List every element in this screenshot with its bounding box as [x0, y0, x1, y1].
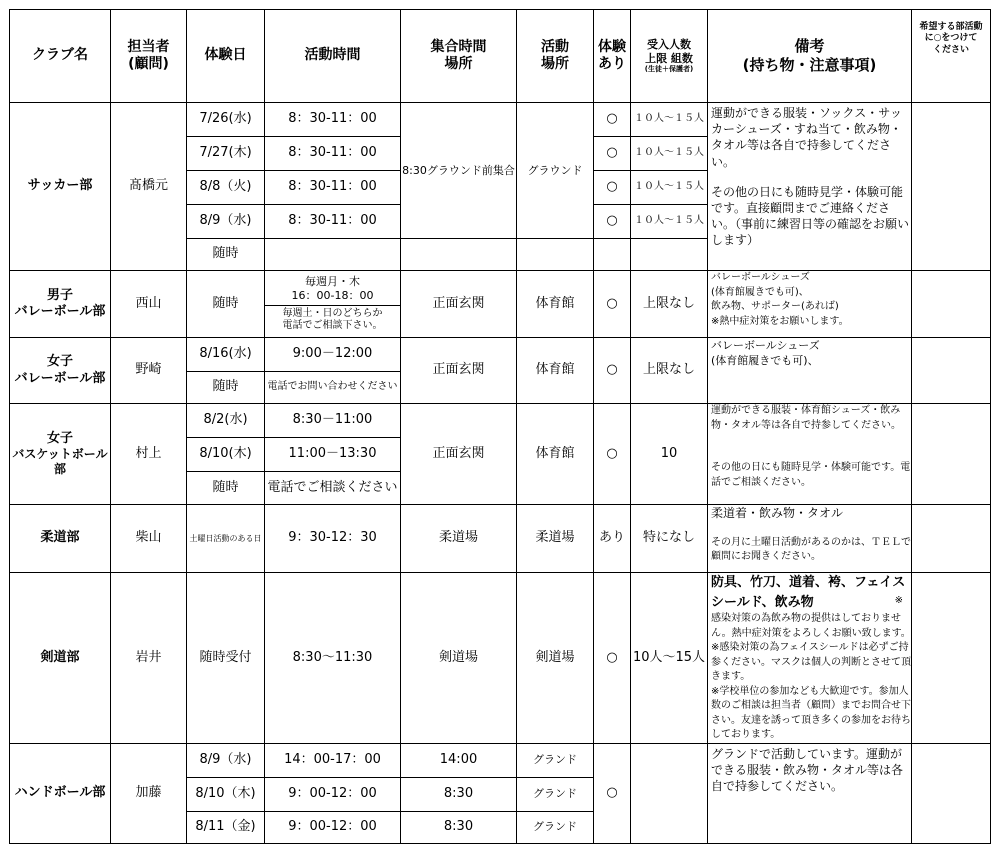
- trial-schedule-table: [9, 9, 991, 844]
- meeting-cell: 正面玄関: [401, 404, 517, 505]
- time-cell: 8:30～11:30: [265, 573, 401, 744]
- table-row: [10, 103, 991, 137]
- notes-girls-basketball: 運動ができる服装・体育館シューズ・飲み物・タオル等は各自で持参してください。 その他の日にも随時見学・体験可能です。電話でご相談ください。: [708, 404, 912, 505]
- date-cell: 8/8（火): [187, 171, 265, 205]
- hope-checkbox-soccer[interactable]: [912, 103, 991, 271]
- time-cell: 8:30－11:00: [265, 404, 401, 438]
- date-cell: 随時受付: [187, 573, 265, 744]
- header-trial: 体験 あり: [594, 10, 631, 103]
- meeting-cell: [401, 239, 517, 271]
- hope-checkbox-girls-basketball[interactable]: [912, 404, 991, 505]
- hope-checkbox-handball[interactable]: [912, 743, 991, 843]
- table-row: [10, 505, 991, 573]
- advisor-kendo: 岩井: [111, 573, 187, 744]
- club-name-girls-basketball: 女子 バスケットボール部: [10, 404, 111, 505]
- place-soccer: グラウンド: [517, 103, 594, 239]
- time-cell: 9：30-12：30: [265, 505, 401, 573]
- date-cell: 8/16(水): [187, 338, 265, 372]
- hope-checkbox-judo[interactable]: [912, 505, 991, 573]
- trial-cell: ○: [594, 271, 631, 338]
- meeting-cell: 剣道場: [401, 573, 517, 744]
- table-row: [10, 338, 991, 372]
- meeting-cell: 正面玄関: [401, 338, 517, 404]
- notes-kendo: 防具、竹刀、道着、袴、フェイスシールド、飲み物 ※ 感染対策の為飲み物の提供はしておりません。熱中症対策をよろしくお願い致します。 ※感染対策の為フェイスシールドは必ずご持参ください。マスクは個人の判断とさせて頂きます。 ※学校単位の参加なども大歓迎です。参加人数のご相談は担当者（顧問）までお問合せ下さい。友達を誘って頂き多くの参加をお待ちしております。: [708, 573, 912, 744]
- capacity-cell: １０人～１５人: [631, 205, 708, 239]
- meeting-cell: 柔道場: [401, 505, 517, 573]
- advisor-girls-basketball: 村上: [111, 404, 187, 505]
- trial-cell: ○: [594, 404, 631, 505]
- time-cell: 8：30-11：00: [265, 171, 401, 205]
- time-cell: 電話でご相談ください: [265, 472, 401, 505]
- hope-checkbox-girls-volleyball[interactable]: [912, 338, 991, 404]
- capacity-cell: 上限なし: [631, 338, 708, 404]
- advisor-judo: 柴山: [111, 505, 187, 573]
- date-cell: 8/10（木): [187, 777, 265, 811]
- trial-cell: ○: [594, 137, 631, 171]
- place-cell: 体育館: [517, 338, 594, 404]
- notes-soccer: 運動ができる服装・ソックス・サッカーシューズ・すね当て・飲み物・タオル等は各自で持参してください。 その他の日にも随時見学・体験可能です。直接顧問までご連絡ください。（事前に練習日等の確認をお願いします）: [708, 103, 912, 271]
- meeting-cell: 8:30: [401, 777, 517, 811]
- date-cell: 8/11（金): [187, 811, 265, 843]
- capacity-cell: 10人～15人: [631, 573, 708, 744]
- time-cell: 14：00-17：00: [265, 743, 401, 777]
- time-cell: 8：30-11：00: [265, 137, 401, 171]
- trial-cell: ○: [594, 573, 631, 744]
- place-cell: グランド: [517, 743, 594, 777]
- trial-cell: ○: [594, 338, 631, 404]
- advisor-boys-volleyball: 西山: [111, 271, 187, 338]
- header-capacity: 受入人数 上限 組数 (生徒＋保護者): [631, 10, 708, 103]
- advisor-soccer: 髙橋元: [111, 103, 187, 271]
- place-cell: グランド: [517, 777, 594, 811]
- table-row: [10, 271, 991, 338]
- time-cell: [265, 239, 401, 271]
- trial-cell: [594, 239, 631, 271]
- trial-cell: ○: [594, 743, 631, 843]
- notes-judo: 柔道着・飲み物・タオル その月に土曜日活動があるのかは、ＴＥＬで顧問にお聞きください。: [708, 505, 912, 573]
- club-name-soccer: サッカー部: [10, 103, 111, 271]
- date-cell: 8/2(水): [187, 404, 265, 438]
- time-cell: 電話でお問い合わせください: [265, 372, 401, 404]
- header-time: 活動時間: [265, 10, 401, 103]
- place-cell: グランド: [517, 811, 594, 843]
- time-cell: 9：00-12：00: [265, 777, 401, 811]
- place-cell: 体育館: [517, 404, 594, 505]
- capacity-cell: １０人～１５人: [631, 103, 708, 137]
- header-club: クラブ名: [10, 10, 111, 103]
- trial-cell: ○: [594, 103, 631, 137]
- header-notes: 備考 (持ち物・注意事項): [708, 10, 912, 103]
- place-cell: 剣道場: [517, 573, 594, 744]
- notes-boys-volleyball: バレーボールシューズ (体育館履きでも可)、 飲み物、サポーター(あれば) ※熱中症対策をお願いします。: [708, 271, 912, 338]
- time-cell: 8：30-11：00: [265, 103, 401, 137]
- notes-girls-volleyball: バレーボールシューズ (体育館履きでも可)、: [708, 338, 912, 404]
- capacity-cell: 上限なし: [631, 271, 708, 338]
- place-cell: [517, 239, 594, 271]
- header-advisor: 担当者 (顧問): [111, 10, 187, 103]
- header-meeting: 集合時間 場所: [401, 10, 517, 103]
- date-cell: 随時: [187, 271, 265, 338]
- club-name-judo: 柔道部: [10, 505, 111, 573]
- header-place: 活動 場所: [517, 10, 594, 103]
- header-row: [10, 10, 991, 103]
- capacity-cell: [631, 743, 708, 843]
- club-name-kendo: 剣道部: [10, 573, 111, 744]
- capacity-cell: １０人～１５人: [631, 137, 708, 171]
- hope-checkbox-kendo[interactable]: [912, 573, 991, 744]
- date-cell: 土曜日活動のある日: [187, 505, 265, 573]
- date-cell: 随時: [187, 239, 265, 271]
- trial-cell: あり: [594, 505, 631, 573]
- header-hope: 希望する部活動 に○をつけて ください: [912, 10, 991, 103]
- club-name-girls-volleyball: 女子 バレーボール部: [10, 338, 111, 404]
- club-name-boys-volleyball: 男子 バレーボール部: [10, 271, 111, 338]
- meeting-soccer: 8:30グラウンド前集合: [401, 103, 517, 239]
- place-cell: 体育館: [517, 271, 594, 338]
- time-cell: 8：30-11：00: [265, 205, 401, 239]
- time-cell: 11:00－13:30: [265, 438, 401, 472]
- meeting-cell: 14:00: [401, 743, 517, 777]
- date-cell: 7/27(木): [187, 137, 265, 171]
- table-row: [10, 573, 991, 744]
- capacity-cell: 特になし: [631, 505, 708, 573]
- date-cell: 8/10(木): [187, 438, 265, 472]
- meeting-cell: 8:30: [401, 811, 517, 843]
- date-cell: 随時: [187, 472, 265, 505]
- hope-checkbox-boys-volleyball[interactable]: [912, 271, 991, 338]
- meeting-cell: 正面玄関: [401, 271, 517, 338]
- date-cell: 8/9（水): [187, 743, 265, 777]
- date-cell: 8/9（水): [187, 205, 265, 239]
- trial-cell: ○: [594, 171, 631, 205]
- time-cell: 9：00-12：00: [265, 811, 401, 843]
- header-date: 体験日: [187, 10, 265, 103]
- date-cell: 随時: [187, 372, 265, 404]
- advisor-handball: 加藤: [111, 743, 187, 843]
- advisor-girls-volleyball: 野崎: [111, 338, 187, 404]
- notes-handball: グランドで活動しています。運動ができる服装・飲み物・タオル等は各自で持参してください。: [708, 743, 912, 843]
- capacity-cell: 10: [631, 404, 708, 505]
- club-name-handball: ハンドボール部: [10, 743, 111, 843]
- table-row: [10, 743, 991, 777]
- capacity-cell: １０人～１５人: [631, 171, 708, 205]
- time-cell: 毎週月・木 16：00-18：00 毎週土・日のどちらか 電話でご相談下さい。: [265, 271, 401, 338]
- capacity-cell: [631, 239, 708, 271]
- place-cell: 柔道場: [517, 505, 594, 573]
- trial-cell: ○: [594, 205, 631, 239]
- date-cell: 7/26(水): [187, 103, 265, 137]
- time-cell: 9:00－12:00: [265, 338, 401, 372]
- table-row: [10, 404, 991, 438]
